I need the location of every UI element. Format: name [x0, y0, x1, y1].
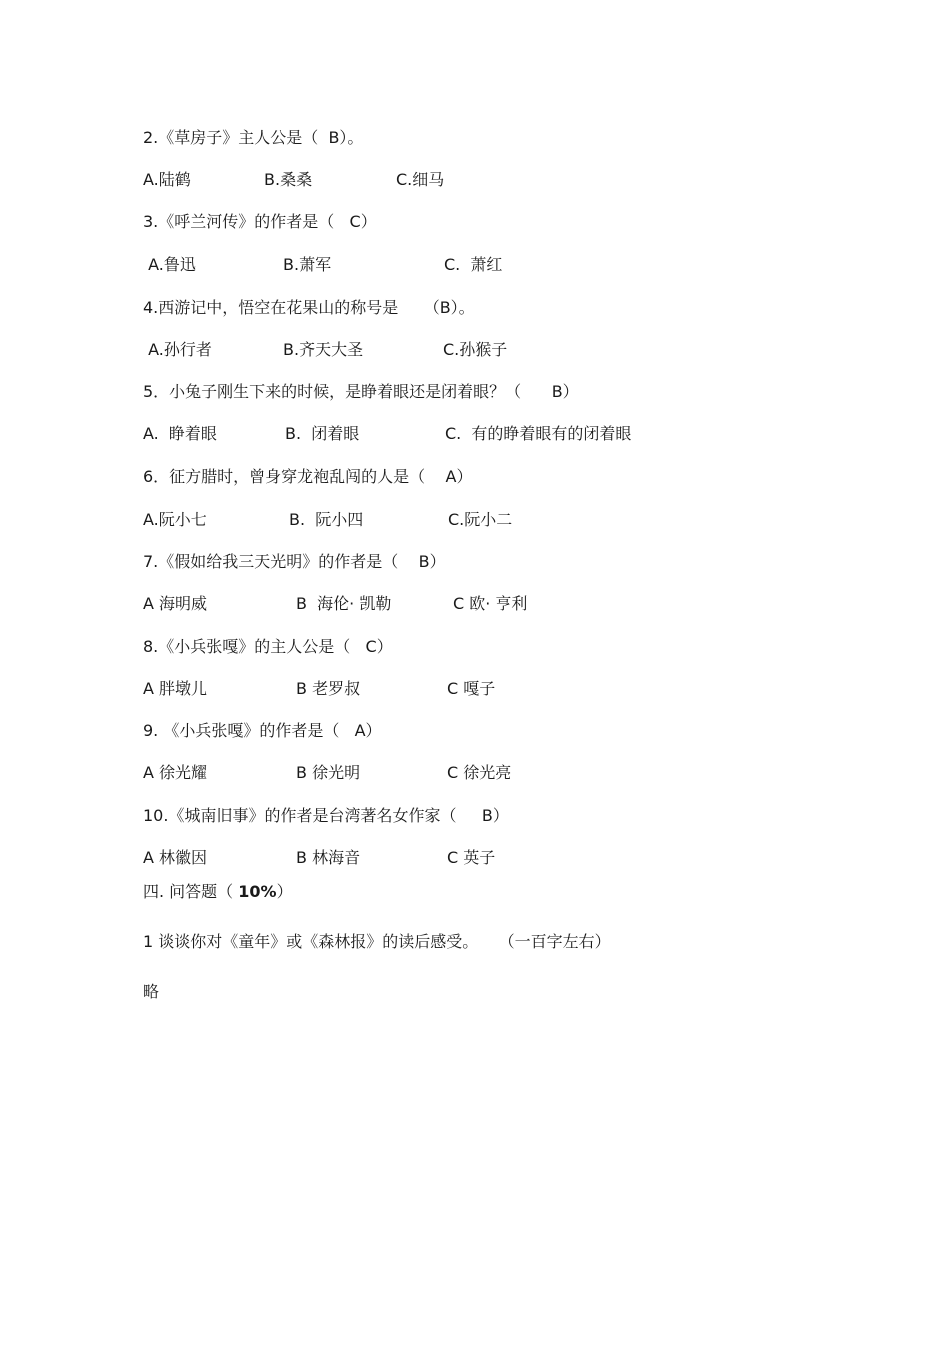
- question-6-option-c: C.阮小二: [448, 510, 513, 529]
- question-3-option-b: B.萧军: [283, 255, 332, 274]
- question-5-option-b: B. 闭着眼: [285, 424, 360, 443]
- question-8-option-c: C 嘎子: [447, 679, 496, 698]
- question-7-option-b: B 海伦· 凯勒: [296, 594, 392, 613]
- question-7-option-a: A 海明威: [143, 594, 208, 613]
- question-9-option-b: B 徐光明: [296, 763, 361, 782]
- question-10-option-c: C 英子: [447, 848, 496, 867]
- section-4-title-prefix: 四. 问答题（: [143, 882, 239, 901]
- question-3-option-a: A.鲁迅: [143, 255, 196, 274]
- question-5-option-a: A. 睁着眼: [143, 424, 217, 443]
- question-7: 7.《假如给我三天光明》的作者是（ B）: [143, 552, 446, 571]
- question-6-option-a: A.阮小七: [143, 510, 207, 529]
- question-9: 9. 《小兵张嘎》的作者是（ A）: [143, 721, 382, 740]
- question-2-option-a: A.陆鹤: [143, 170, 191, 189]
- section-4-title-suffix: ）: [276, 882, 293, 901]
- question-6: 6．征方腊时，曾身穿龙袍乱闯的人是（ A）: [143, 467, 473, 486]
- question-2-option-c: C.细马: [396, 170, 445, 189]
- question-2-option-b: B.桑桑: [264, 170, 313, 189]
- question-10: 10.《城南旧事》的作者是台湾著名女作家（ B）: [143, 806, 509, 825]
- question-8: 8.《小兵张嘎》的主人公是（ C）: [143, 637, 393, 656]
- question-4-option-c: C.孙猴子: [443, 340, 508, 359]
- question-4: 4.西游记中，悟空在花果山的称号是 （B）。: [143, 298, 475, 317]
- question-7-option-c: C 欧· 亨利: [453, 594, 528, 613]
- question-4-option-a: A.孙行者: [143, 340, 212, 359]
- section-4-title-percent: 10%: [238, 882, 277, 901]
- question-4-option-b: B.齐天大圣: [283, 340, 364, 359]
- question-9-option-c: C 徐光亮: [447, 763, 512, 782]
- question-5: 5．小兔子刚生下来的时候，是睁着眼还是闭着眼？（ B）: [143, 382, 579, 401]
- section-4-answer: 略: [143, 982, 160, 1001]
- question-8-option-a: A 胖墩儿: [143, 679, 208, 698]
- question-2: 2.《草房子》主人公是（ B）。: [143, 128, 364, 147]
- section-4-title: [143, 882, 293, 902]
- question-3: 3.《呼兰河传》的作者是（ C）: [143, 212, 377, 231]
- question-9-option-a: A 徐光耀: [143, 763, 208, 782]
- question-3-option-c: C. 萧红: [444, 255, 503, 274]
- question-5-option-c: C. 有的睁着眼有的闭着眼: [445, 424, 632, 443]
- question-10-option-b: B 林海音: [296, 848, 361, 867]
- question-6-option-b: B. 阮小四: [289, 510, 364, 529]
- question-8-option-b: B 老罗叔: [296, 679, 361, 698]
- question-10-option-a: A 林徽因: [143, 848, 208, 867]
- section-4-question-1: 1 谈谈你对《童年》或《森林报》的读后感受。 （一百字左右）: [143, 932, 611, 951]
